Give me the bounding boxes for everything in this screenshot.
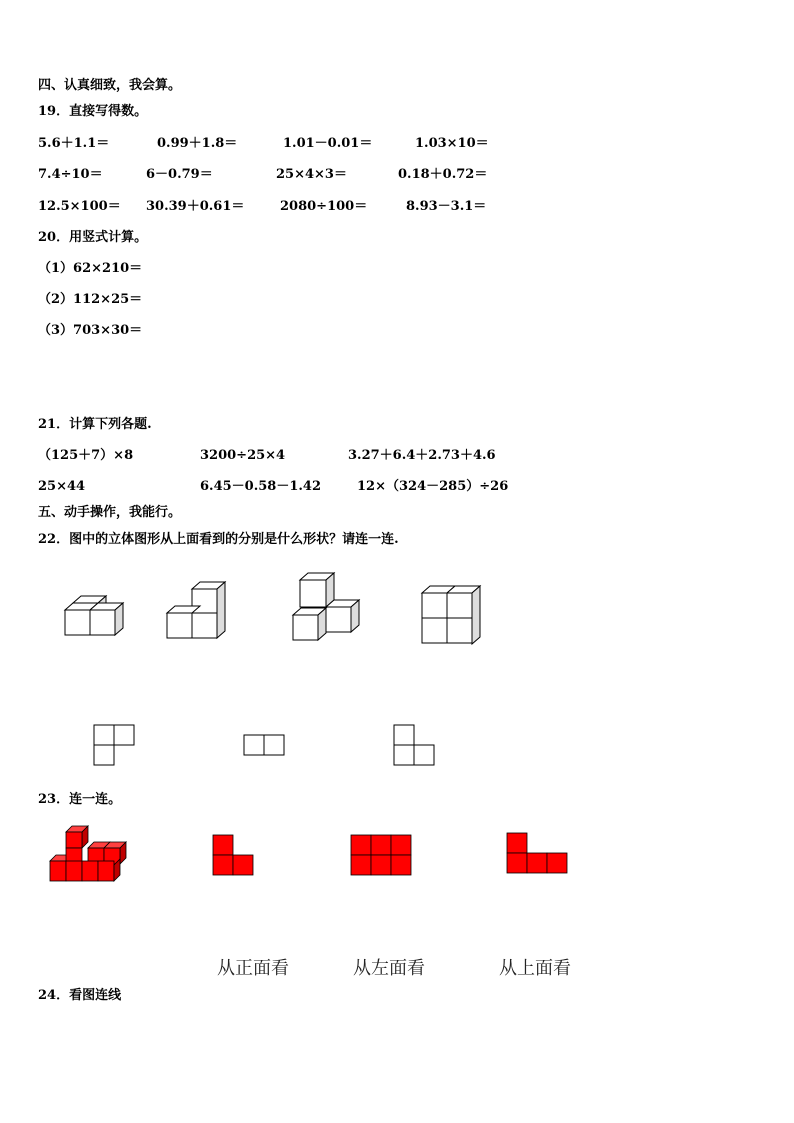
q20-item: （3）703×30＝ bbox=[38, 323, 143, 338]
q19-item: 30.39＋0.61＝ bbox=[146, 199, 245, 214]
q20-item: （2）112×25＝ bbox=[38, 292, 143, 307]
q21-item: 12×（324－285）÷26 bbox=[357, 479, 509, 494]
q21-item: 6.45－0.58－1.42 bbox=[200, 479, 321, 494]
q19-item: 25×4×3＝ bbox=[276, 167, 347, 182]
q19-item: 1.03×10＝ bbox=[415, 136, 489, 151]
view-label-front: 从正面看 bbox=[217, 958, 289, 979]
q23-view-b bbox=[350, 834, 414, 878]
q21-title: 21．计算下列各题. bbox=[38, 417, 152, 432]
q19-title: 19．直接写得数。 bbox=[38, 104, 148, 119]
q19-item: 5.6＋1.1＝ bbox=[38, 136, 110, 151]
q20-title: 20．用竖式计算。 bbox=[38, 230, 148, 245]
q22-title: 22．图中的立体图形从上面看到的分别是什么形状？请连一连. bbox=[38, 532, 399, 547]
q19-item: 1.01－0.01＝ bbox=[283, 136, 373, 151]
q23-solid bbox=[44, 822, 128, 884]
q21-item: 25×44 bbox=[38, 479, 86, 494]
q19-item: 8.93－3.1＝ bbox=[406, 199, 487, 214]
q19-item: 7.4÷10＝ bbox=[38, 167, 103, 182]
view-label-top: 从上面看 bbox=[499, 958, 571, 979]
q22-top-view-1 bbox=[93, 724, 137, 768]
q22-top-view-3 bbox=[393, 724, 437, 768]
q21-item: （125＋7）×8 bbox=[38, 448, 134, 463]
q22-solid-3 bbox=[288, 570, 364, 644]
q22-solid-2 bbox=[162, 578, 232, 642]
q23-title: 23．连一连。 bbox=[38, 792, 122, 807]
q19-item: 2080÷100＝ bbox=[280, 199, 368, 214]
view-label-left: 从左面看 bbox=[353, 958, 425, 979]
q21-item: 3200÷25×4 bbox=[200, 448, 286, 463]
section5-title: 五、动手操作，我能行。 bbox=[38, 505, 182, 520]
q22-solid-4 bbox=[418, 582, 484, 648]
q20-item: （1）62×210＝ bbox=[38, 261, 143, 276]
section4-title: 四、认真细致，我会算。 bbox=[38, 78, 182, 93]
q23-view-a bbox=[212, 834, 256, 878]
q19-item: 12.5×100＝ bbox=[38, 199, 121, 214]
q24-title: 24．看图连线 bbox=[38, 988, 122, 1003]
q19-item: 0.18＋0.72＝ bbox=[398, 167, 488, 182]
q19-item: 6－0.79＝ bbox=[146, 167, 213, 182]
q21-item: 3.27＋6.4＋2.73＋4.6 bbox=[348, 448, 496, 463]
q22-solid-1 bbox=[60, 590, 130, 638]
q22-top-view-2 bbox=[243, 734, 287, 758]
q19-item: 0.99＋1.8＝ bbox=[157, 136, 238, 151]
q23-view-c bbox=[506, 832, 570, 876]
